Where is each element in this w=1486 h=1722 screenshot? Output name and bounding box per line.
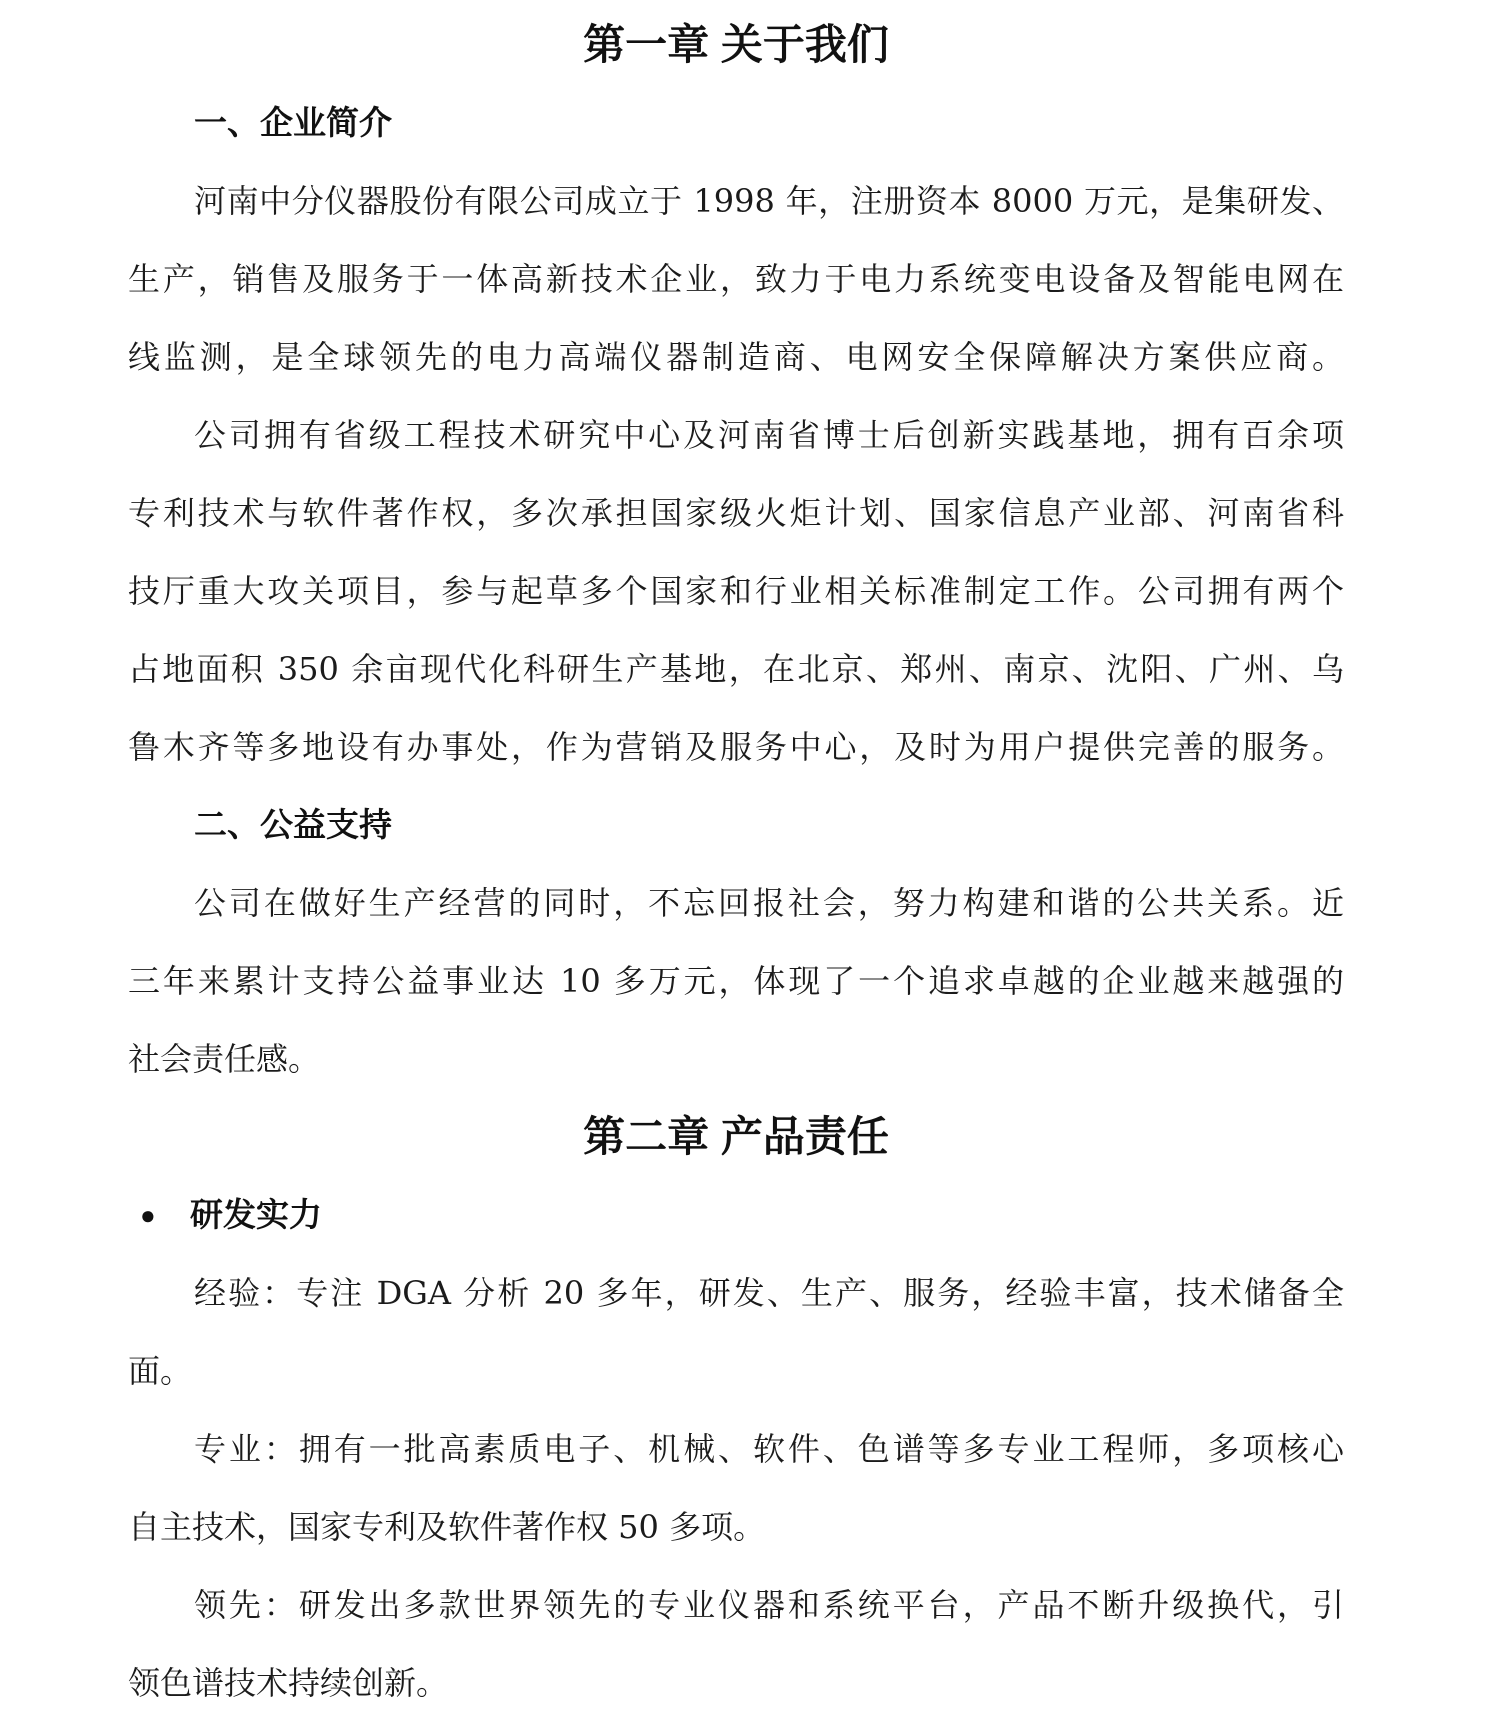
paragraph-line: 技厅重大攻关项目，参与起草多个国家和行业相关标准制定工作。公司拥有两个 <box>128 572 1344 610</box>
paragraph-line: 经验：专注 DGA 分析 20 多年，研发、生产、服务，经验丰富，技术储备全 <box>194 1274 1344 1312</box>
paragraph-line: 领色谱技术持续创新。 <box>128 1664 449 1702</box>
paragraph-line: 领先：研发出多款世界领先的专业仪器和系统平台，产品不断升级换代，引 <box>194 1586 1344 1624</box>
paragraph-line: 生产，销售及服务于一体高新技术企业，致力于电力系统变电设备及智能电网在 <box>128 260 1344 298</box>
paragraph-line: 公司拥有省级工程技术研究中心及河南省博士后创新实践基地，拥有百余项 <box>194 416 1344 454</box>
chapter-title: 第二章 产品责任 <box>583 1113 889 1160</box>
paragraph-line: 社会责任感。 <box>128 1040 321 1078</box>
paragraph-line: 专业：拥有一批高素质电子、机械、软件、色谱等多专业工程师，多项核心 <box>194 1430 1344 1468</box>
bullet-label: 研发实力 <box>190 1196 322 1233</box>
section-heading: 一、企业简介 <box>194 104 392 141</box>
paragraph-line: 鲁木齐等多地设有办事处，作为营销及服务中心，及时为用户提供完善的服务。 <box>128 728 1344 766</box>
paragraph-line: 河南中分仪器股份有限公司成立于 1998 年，注册资本 8000 万元，是集研发、 <box>194 182 1344 220</box>
paragraph-line: 占地面积 350 余亩现代化科研生产基地，在北京、郑州、南京、沈阳、广州、乌 <box>128 650 1344 688</box>
paragraph-line: 自主技术，国家专利及软件著作权 50 多项。 <box>128 1508 766 1546</box>
bullet-item <box>128 1176 1344 1254</box>
paragraph-line: 面。 <box>128 1352 193 1390</box>
paragraph-line: 三年来累计支持公益事业达 10 多万元，体现了一个追求卓越的企业越来越强的 <box>128 962 1344 1000</box>
chapter-title: 第一章 关于我们 <box>583 21 889 68</box>
paragraph-line: 公司在做好生产经营的同时，不忘回报社会，努力构建和谐的公共关系。近 <box>194 884 1344 922</box>
paragraph-line: 专利技术与软件著作权，多次承担国家级火炬计划、国家信息产业部、河南省科 <box>128 494 1344 532</box>
bullet-icon: ● <box>140 1200 156 1230</box>
section-heading: 二、公益支持 <box>194 806 392 843</box>
paragraph-line: 线监测，是全球领先的电力高端仪器制造商、电网安全保障解决方案供应商。 <box>128 338 1344 376</box>
